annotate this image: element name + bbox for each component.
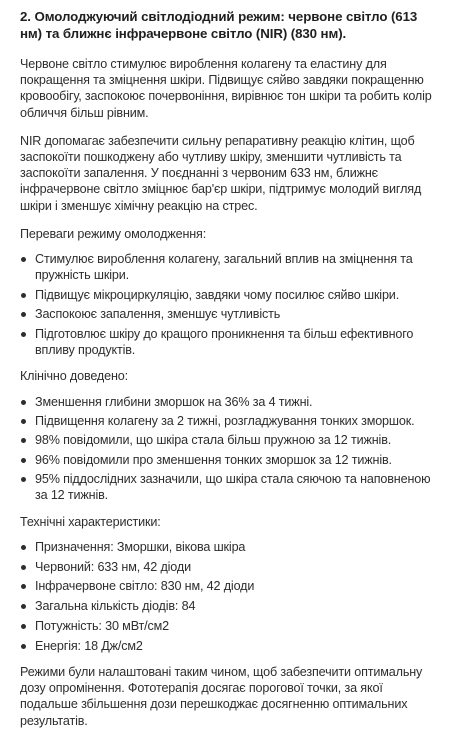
bullet-icon: [21, 545, 26, 550]
bullet-icon: [21, 644, 26, 649]
bullet-icon: [21, 584, 26, 589]
list-item: [20, 432, 437, 448]
list-item-text: Заспокоює запалення, зменшує чутливість: [35, 307, 281, 322]
list-item-text: Призначення: Зморшки, вікова шкіра: [35, 539, 246, 554]
bullet-icon: [21, 293, 26, 298]
specs-title: Технічні характеристики:: [20, 514, 161, 529]
list-item-text: Підвищує мікроциркуляцію, завдяки чому посилює сяйво шкіри.: [35, 287, 400, 302]
bullet-icon: [21, 312, 26, 317]
list-item-text: Енергія: 18 Дж/см2: [35, 638, 143, 653]
list-item: [20, 251, 437, 283]
list-item: [20, 638, 437, 654]
benefits-title: Переваги режиму омолодження:: [20, 226, 207, 241]
list-item: [20, 287, 437, 303]
list-item: [20, 539, 437, 555]
paragraph-nir: NIR допомагає забезпечити сильну репаративну реакцію клітин, щоб заспокоїти пошкоджену або чутливу шкіру, зменшити чутливість та заспокоїти запалення. У поєднанні з червоним 633 нм, ближнє інфрачервоне світло зміцнює бар'єр шкіри, підтримує молодий вигляд шкіри і зменшує хімічну реакцію на стрес.: [20, 133, 422, 213]
list-item-text: 96% повідомили про зменшення тонких зморшок за 12 тижнів.: [35, 452, 392, 467]
bullet-icon: [21, 332, 26, 337]
clinical-title: Клінічно доведено:: [20, 369, 128, 384]
list-item-text: Зменшення глибини зморшок на 36% за 4 тижні.: [35, 394, 313, 409]
list-item: [20, 618, 437, 634]
specs-list: [20, 539, 437, 654]
clinical-list: [20, 394, 437, 504]
list-item-text: Червоний: 633 нм, 42 діоди: [35, 559, 191, 574]
bullet-icon: [21, 438, 26, 443]
list-item: [20, 578, 437, 594]
list-item-text: Потужність: 30 мВт/см2: [35, 618, 170, 633]
list-item-text: 95% піддослідних зазначили, що шкіра стала сяючою та наповненою за 12 тижнів.: [35, 472, 431, 503]
paragraph-red-light: Червоне світло стимулює вироблення колагену та еластину для покращення та зміцнення шкіри. Підвищує сяйво завдяки покращенню кровообігу, заспокоює почервоніння, вирівнює тон шкіри та робить колір обличчя більш рівним.: [20, 57, 432, 120]
bullet-icon: [21, 419, 26, 424]
list-item-text: Підготовлює шкіру до кращого проникнення та більш ефективного впливу продуктів.: [35, 327, 414, 358]
bullet-icon: [21, 400, 26, 405]
list-item: [20, 413, 437, 429]
bullet-icon: [21, 604, 26, 609]
bullet-icon: [21, 257, 26, 262]
bullet-icon: [21, 565, 26, 570]
bullet-icon: [21, 477, 26, 482]
list-item-text: 98% повідомили, що шкіра стала більш пружною за 12 тижнів.: [35, 433, 392, 448]
list-item: [20, 471, 437, 503]
list-item: [20, 326, 437, 358]
list-item: [20, 452, 437, 468]
benefits-list: [20, 251, 437, 358]
section-heading: 2. Омолоджуючий світлодіодний режим: червоне світло (613 нм) та ближнє інфрачервоне світло (NIR) (830 нм).: [20, 9, 418, 41]
list-item-text: Підвищення колагену за 2 тижні, розгладжування тонких зморшок.: [35, 414, 415, 429]
list-item: [20, 394, 437, 410]
list-item: [20, 306, 437, 322]
list-item: [20, 559, 437, 575]
closing-paragraph: Режими були налаштовані таким чином, щоб забезпечити оптимальну дозу опромінення. Фототерапія досягає порогової точки, за якої подальше збільшення дози перешкоджає досягненню оптимальних результатів.: [20, 664, 423, 728]
list-item: [20, 598, 437, 614]
bullet-icon: [21, 624, 26, 629]
list-item-text: Інфрачервоне світло: 830 нм, 42 діоди: [35, 579, 255, 594]
bullet-icon: [21, 458, 26, 463]
list-item-text: Загальна кількість діодів: 84: [35, 599, 196, 614]
list-item-text: Стимулює вироблення колагену, загальний вплив на зміцнення та пружність шкіри.: [35, 252, 413, 283]
